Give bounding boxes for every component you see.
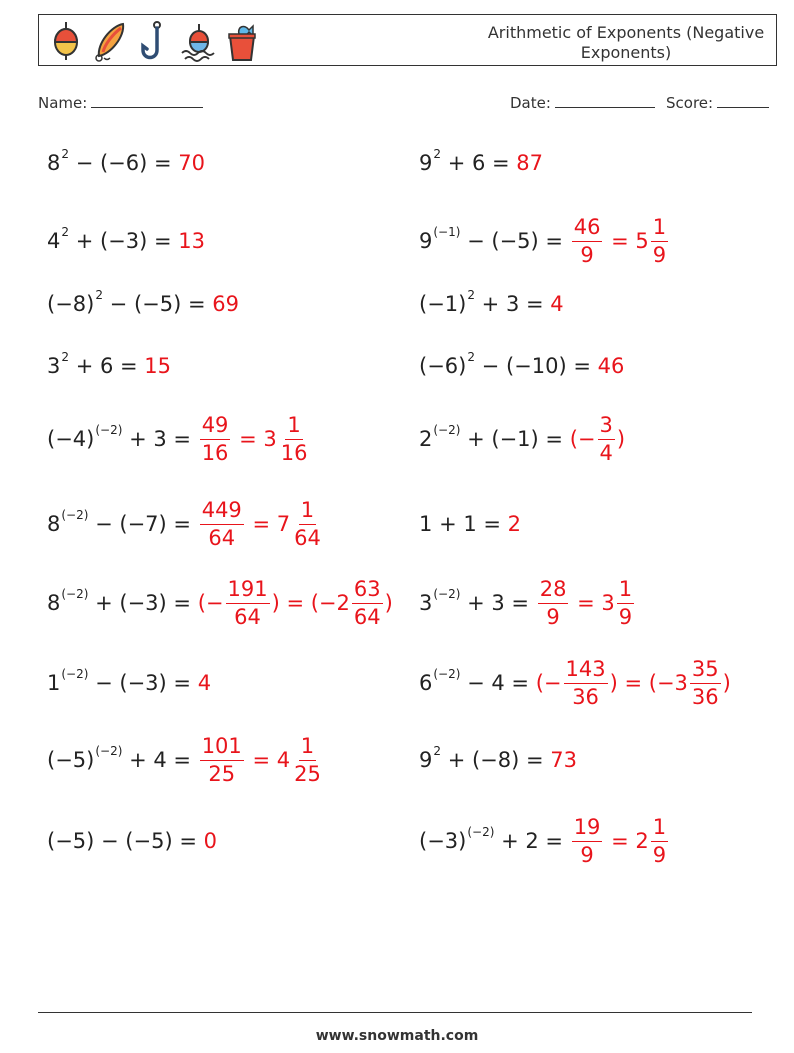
- equals-sign: ) = (−: [271, 591, 337, 615]
- answer-value: 4: [550, 292, 564, 316]
- problem-base: 9: [419, 229, 433, 253]
- fraction: [200, 497, 244, 550]
- problem-exponent: (−2): [433, 423, 461, 437]
- fraction-numerator: 19: [572, 817, 603, 842]
- problem-base: 6: [419, 671, 433, 695]
- problem-p17: [419, 573, 636, 633]
- problem-exponent: (−2): [433, 667, 461, 681]
- fraction: [292, 733, 323, 786]
- problem-p8: [47, 653, 211, 713]
- problem-base: 3: [47, 354, 61, 378]
- problem-operation: − (−5) =: [109, 292, 206, 316]
- answer-value: 70: [178, 151, 206, 175]
- bobber-in-water-icon: [179, 20, 217, 62]
- answer-value: 13: [178, 229, 206, 253]
- problem-exponent: 2: [467, 288, 475, 302]
- problem-p16: [419, 494, 521, 554]
- problem-operation: + 3 =: [481, 292, 544, 316]
- problem-p9: [47, 730, 325, 790]
- problem-exponent: 2: [95, 288, 103, 302]
- problem-p20: [419, 811, 670, 871]
- problem-p1: [47, 133, 205, 193]
- equals-sign: =: [604, 229, 636, 253]
- problem-exponent: (−2): [61, 587, 89, 601]
- fraction-denominator: 64: [234, 604, 261, 629]
- problem-exponent: 2: [61, 225, 70, 239]
- problem-operation: − (−6) =: [75, 151, 172, 175]
- problem-p12: [419, 211, 670, 271]
- problem-operation: + 3 =: [467, 591, 530, 615]
- fraction-denominator: 9: [580, 842, 594, 867]
- fraction: [279, 412, 310, 465]
- problem-operation: + 6 =: [447, 151, 510, 175]
- answer: [204, 829, 217, 853]
- fraction: [572, 214, 603, 267]
- problem-base: 8: [47, 591, 61, 615]
- fraction: [200, 412, 231, 465]
- fishing-lure-icon: [91, 20, 129, 62]
- fraction-denominator: 9: [618, 604, 633, 629]
- fraction-numerator: 28: [538, 579, 569, 604]
- fraction: [690, 656, 721, 709]
- open-paren: (−: [569, 427, 596, 451]
- mixed-whole: 3: [263, 427, 277, 451]
- problem-exponent: 2: [467, 350, 475, 364]
- problem-base: 3: [419, 591, 433, 615]
- problem-base: 4: [47, 229, 61, 253]
- fraction-denominator: 36: [691, 684, 719, 709]
- answer: [197, 576, 393, 629]
- problem-p18: [419, 653, 731, 713]
- footer-url: www.snowmath.com: [315, 1028, 479, 1044]
- mixed-whole: 3: [601, 591, 615, 615]
- fraction-numerator: 49: [200, 415, 231, 440]
- fraction: [226, 576, 270, 629]
- answer: [569, 412, 626, 465]
- answer-value: 15: [144, 354, 172, 378]
- problem-base: (−5): [47, 748, 95, 772]
- problem-operation: + (−1) =: [467, 427, 564, 451]
- close-paren: ): [722, 671, 731, 695]
- problem-base: 8: [47, 151, 61, 175]
- fraction: [651, 214, 668, 267]
- answer-value: 73: [550, 748, 578, 772]
- answer: [178, 229, 205, 253]
- problem-operation: + 6 =: [75, 354, 138, 378]
- problem-exponent: 2: [433, 744, 442, 758]
- fishing-hook-icon: [135, 20, 173, 62]
- fraction: [598, 412, 615, 465]
- worksheet-title: Arithmetic of Exponents (Negative Exponents): [487, 23, 765, 62]
- fraction: [200, 733, 244, 786]
- equals-sign: ) = (−: [609, 671, 675, 695]
- problem-exponent: (−2): [467, 825, 495, 839]
- fraction-denominator: 9: [546, 604, 560, 629]
- problem-p19: [419, 730, 577, 790]
- fraction-numerator: 35: [690, 659, 721, 684]
- close-paren: ): [384, 591, 393, 615]
- problem-exponent: 2: [61, 147, 70, 161]
- fraction-denominator: 64: [353, 604, 381, 629]
- worksheet-header: [38, 14, 777, 66]
- mixed-whole: 2: [635, 829, 649, 853]
- date-field: [510, 93, 655, 112]
- problem-operation: + (−3) =: [75, 229, 172, 253]
- equals-sign: =: [570, 591, 602, 615]
- answer: [212, 292, 239, 316]
- answer: [570, 214, 670, 267]
- mixed-whole: 5: [635, 229, 649, 253]
- answer-value: 46: [597, 354, 625, 378]
- fraction-denominator: 64: [208, 525, 236, 550]
- fraction-numerator: 1: [651, 817, 668, 842]
- mixed-whole: 3: [674, 671, 688, 695]
- problem-base: (−6): [419, 354, 467, 378]
- fraction: [352, 576, 383, 629]
- problem-operation: + 1 =: [439, 512, 501, 536]
- answer: [516, 151, 543, 175]
- problem-base: (−1): [419, 292, 467, 316]
- answer-value: 87: [516, 151, 544, 175]
- problem-exponent: 2: [61, 350, 70, 364]
- fraction-denominator: 25: [294, 761, 321, 786]
- problem-base: (−4): [47, 427, 95, 451]
- problem-base: (−3): [419, 829, 467, 853]
- footer-divider: [38, 1012, 752, 1013]
- fraction-numerator: 449: [200, 500, 244, 525]
- fraction-denominator: 25: [208, 761, 236, 786]
- problem-p15: [419, 409, 625, 469]
- problem-base: 9: [419, 748, 433, 772]
- open-paren: (−: [535, 671, 562, 695]
- problem-base: (−5): [47, 829, 95, 853]
- problem-operation: − 4 =: [467, 671, 530, 695]
- equals-sign: =: [245, 512, 277, 536]
- name-label: Name:: [38, 94, 88, 112]
- problem-p3: [47, 274, 239, 334]
- mixed-whole: 7: [276, 512, 291, 536]
- problem-p11: [419, 133, 543, 193]
- fraction: [564, 656, 608, 709]
- fraction: [292, 497, 323, 550]
- problem-p7: [47, 573, 393, 633]
- problem-base: 2: [419, 427, 433, 451]
- problem-operation: + (−8) =: [447, 748, 544, 772]
- close-paren: ): [616, 427, 626, 451]
- answer: [536, 576, 636, 629]
- equals-sign: =: [245, 748, 277, 772]
- fraction-denominator: 9: [652, 242, 667, 267]
- problem-base: 1: [47, 671, 61, 695]
- problem-p14: [419, 336, 624, 396]
- problem-p10: [47, 811, 217, 871]
- score-field: [666, 93, 769, 112]
- problem-operation: + 2 =: [501, 829, 563, 853]
- score-blank[interactable]: [717, 93, 769, 108]
- problem-base: 1: [419, 512, 433, 536]
- problem-base: (−8): [47, 292, 95, 316]
- answer-value: 69: [212, 292, 239, 316]
- answer: [550, 292, 563, 316]
- problem-p13: [419, 274, 564, 334]
- problem-operation: − (−7) =: [95, 512, 192, 536]
- fraction-denominator: 16: [280, 440, 308, 465]
- answer-value: 0: [203, 829, 217, 853]
- answer-value: 2: [507, 512, 522, 536]
- fraction-numerator: 1: [299, 736, 316, 761]
- answer: [198, 497, 325, 550]
- fraction-denominator: 4: [599, 440, 613, 465]
- problem-exponent: (−1): [433, 225, 461, 239]
- answer: [535, 656, 731, 709]
- problem-exponent: (−2): [433, 587, 461, 601]
- fish-bucket-icon: [223, 20, 261, 62]
- answer: [550, 748, 577, 772]
- fraction-denominator: 9: [580, 242, 594, 267]
- problem-exponent: (−2): [95, 423, 123, 437]
- problem-operation: + 3 =: [129, 427, 191, 451]
- fraction-numerator: 1: [285, 415, 302, 440]
- answer: [598, 354, 625, 378]
- answer: [144, 354, 171, 378]
- fraction-numerator: 143: [564, 659, 608, 684]
- name-field: [38, 93, 203, 112]
- header-icons: [47, 19, 261, 63]
- problem-operation: + 4 =: [129, 748, 191, 772]
- fraction: [617, 576, 634, 629]
- answer: [508, 512, 521, 536]
- fishing-float-icon: [47, 20, 85, 62]
- fraction: [651, 814, 668, 867]
- fraction-numerator: 3: [598, 415, 615, 440]
- problem-exponent: (−2): [61, 667, 89, 681]
- fraction-denominator: 16: [201, 440, 229, 465]
- problem-operation: − (−5) =: [467, 229, 564, 253]
- answer: [178, 151, 205, 175]
- fraction-numerator: 63: [352, 579, 383, 604]
- fraction-numerator: 46: [572, 217, 603, 242]
- fraction-denominator: 9: [652, 842, 667, 867]
- name-blank[interactable]: [91, 93, 203, 108]
- answer: [198, 733, 325, 786]
- problem-operation: − (−5) =: [101, 829, 197, 853]
- problem-p6: [47, 494, 325, 554]
- problem-base: 8: [47, 512, 61, 536]
- answer: [198, 671, 211, 695]
- answer: [198, 412, 312, 465]
- date-label: Date:: [510, 94, 551, 112]
- problem-exponent: (−2): [61, 508, 89, 522]
- problem-operation: − (−3) =: [95, 671, 192, 695]
- answer: [570, 814, 670, 867]
- problem-operation: − (−10) =: [481, 354, 591, 378]
- fraction: [572, 814, 603, 867]
- problem-operation: + (−3) =: [95, 591, 192, 615]
- fraction-numerator: 1: [299, 500, 316, 525]
- problem-exponent: 2: [433, 147, 442, 161]
- score-label: Score:: [666, 94, 714, 112]
- fraction: [538, 576, 569, 629]
- problem-p2: [47, 211, 205, 271]
- fraction-denominator: 64: [294, 525, 321, 550]
- problem-p4: [47, 336, 171, 396]
- equals-sign: =: [232, 427, 264, 451]
- problem-base: 9: [419, 151, 433, 175]
- fraction-numerator: 101: [200, 736, 244, 761]
- fraction-numerator: 1: [651, 217, 668, 242]
- answer-value: 4: [197, 671, 212, 695]
- fraction-denominator: 36: [572, 684, 599, 709]
- mixed-whole: 2: [336, 591, 350, 615]
- open-paren: (−: [197, 591, 224, 615]
- mixed-whole: 4: [276, 748, 291, 772]
- problem-p5: [47, 409, 311, 469]
- fraction-numerator: 191: [226, 579, 270, 604]
- problem-exponent: (−2): [95, 744, 123, 758]
- date-blank[interactable]: [555, 93, 655, 108]
- equals-sign: =: [604, 829, 636, 853]
- fraction-numerator: 1: [617, 579, 634, 604]
